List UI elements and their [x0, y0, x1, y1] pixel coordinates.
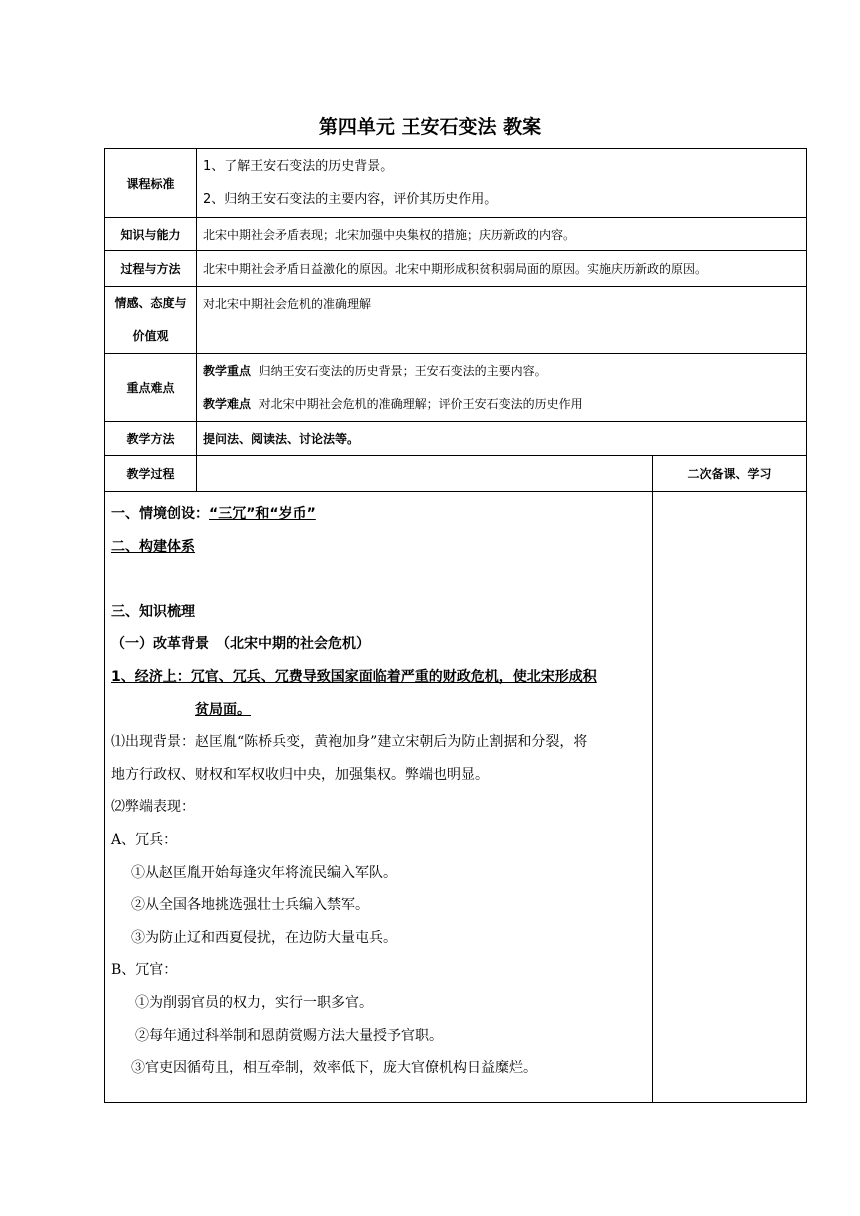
- label-emotion-line-2: 价值观: [132, 329, 169, 343]
- standard-line-2: 2、归纳王安石变法的主要内容，评价其历史作用。: [203, 192, 498, 207]
- procedure-body: [105, 492, 653, 1103]
- label-procedure: 教学过程: [105, 456, 197, 492]
- standard-line-1: 1、了解王安石变法的历史背景。: [203, 159, 394, 174]
- label-focus: 重点难点: [105, 354, 197, 422]
- second-prep-notes: [653, 492, 807, 1103]
- difficulty-label: 教学难点: [203, 396, 252, 411]
- key-point-line: [203, 355, 806, 388]
- label-emotion-line-1: 情感、态度与: [114, 296, 187, 310]
- item-a-title: A、冗兵：: [111, 831, 178, 848]
- label-process: 过程与方法: [105, 251, 197, 287]
- procedure-header-blank: [197, 456, 653, 492]
- emotion-content: 对北宋中期社会危机的准确理解: [197, 287, 807, 354]
- key-point-text: 归纳王安石变法的历史背景；王安石变法的主要内容。: [258, 363, 547, 378]
- section-1-topic: “三冗”和“岁币”: [209, 506, 316, 522]
- method-content: 提问法、阅读法、讨论法等。: [197, 422, 807, 456]
- course-standard-content: [197, 149, 807, 218]
- background-line-1: ⑴出现背景：赵匡胤“陈桥兵变，黄袍加身”建立宋朝后为防止割据和分裂，将: [111, 734, 588, 751]
- section-3: 三、知识梳理: [111, 603, 195, 620]
- item-b-2: ②每年通过科举制和恩荫赏赐方法大量授予官职。: [135, 1027, 443, 1044]
- difficulty-line: [203, 388, 806, 421]
- label-knowledge: 知识与能力: [105, 218, 197, 251]
- blank-line: [111, 563, 646, 596]
- key-point-label: 教学重点: [203, 363, 252, 378]
- row-focus: [105, 354, 807, 422]
- row-emotion: [105, 287, 807, 354]
- section-2: 二、构建体系: [111, 538, 195, 555]
- row-method: [105, 422, 807, 456]
- focus-content: [197, 354, 807, 422]
- row-process: [105, 251, 807, 287]
- drawbacks-heading: ⑵弊端表现：: [111, 799, 195, 816]
- background-line-2: 地方行政权、财权和军权收归中央，加强集权。弊端也明显。: [111, 766, 489, 783]
- page-title: 第四单元 王安石变法 教案: [318, 116, 542, 138]
- knowledge-content: 北宋中期社会矛盾表现；北宋加强中央集权的措施；庆历新政的内容。: [197, 218, 807, 251]
- item-b-title: B、冗官：: [111, 962, 178, 979]
- row-procedure-body: [105, 492, 807, 1103]
- label-second-prep: 二次备课、学习: [653, 456, 807, 492]
- lesson-plan-table: [104, 148, 807, 1103]
- section-1: [111, 498, 646, 531]
- point-1-line-1: 1、经济上：冗官、冗兵、冗费导致国家面临着严重的财政危机，使北宋形成积: [111, 668, 597, 685]
- difficulty-text: 对北宋中期社会危机的准确理解；评价王安石变法的历史作用: [258, 396, 583, 411]
- label-course-standard: 课程标准: [105, 149, 197, 218]
- row-course-standard: [105, 149, 807, 218]
- label-method: 教学方法: [105, 422, 197, 456]
- section-1-prefix: 一、情境创设：: [111, 506, 209, 522]
- item-a-3: ③为防止辽和西夏侵扰，在边防大量屯兵。: [131, 929, 397, 946]
- label-emotion: [105, 287, 197, 354]
- item-b-1: ①为削弱官员的权力，实行一职多官。: [135, 994, 373, 1011]
- item-b-3: ③官吏因循苟且，相互牵制，效率低下，庞大官僚机构日益糜烂。: [131, 1060, 537, 1077]
- item-a-2: ②从全国各地挑选强壮士兵编入禁军。: [131, 897, 369, 914]
- point-1-line-2: 贫局面。: [195, 701, 251, 718]
- row-procedure-header: [105, 456, 807, 492]
- subsection-1: （一）改革背景 （北宋中期的社会危机）: [111, 636, 370, 653]
- row-knowledge: [105, 218, 807, 251]
- process-content: 北宋中期社会矛盾日益激化的原因。北宋中期形成积贫积弱局面的原因。实施庆历新政的原因。: [197, 251, 807, 287]
- item-a-1: ①从赵匡胤开始每逢灾年将流民编入军队。: [131, 864, 397, 881]
